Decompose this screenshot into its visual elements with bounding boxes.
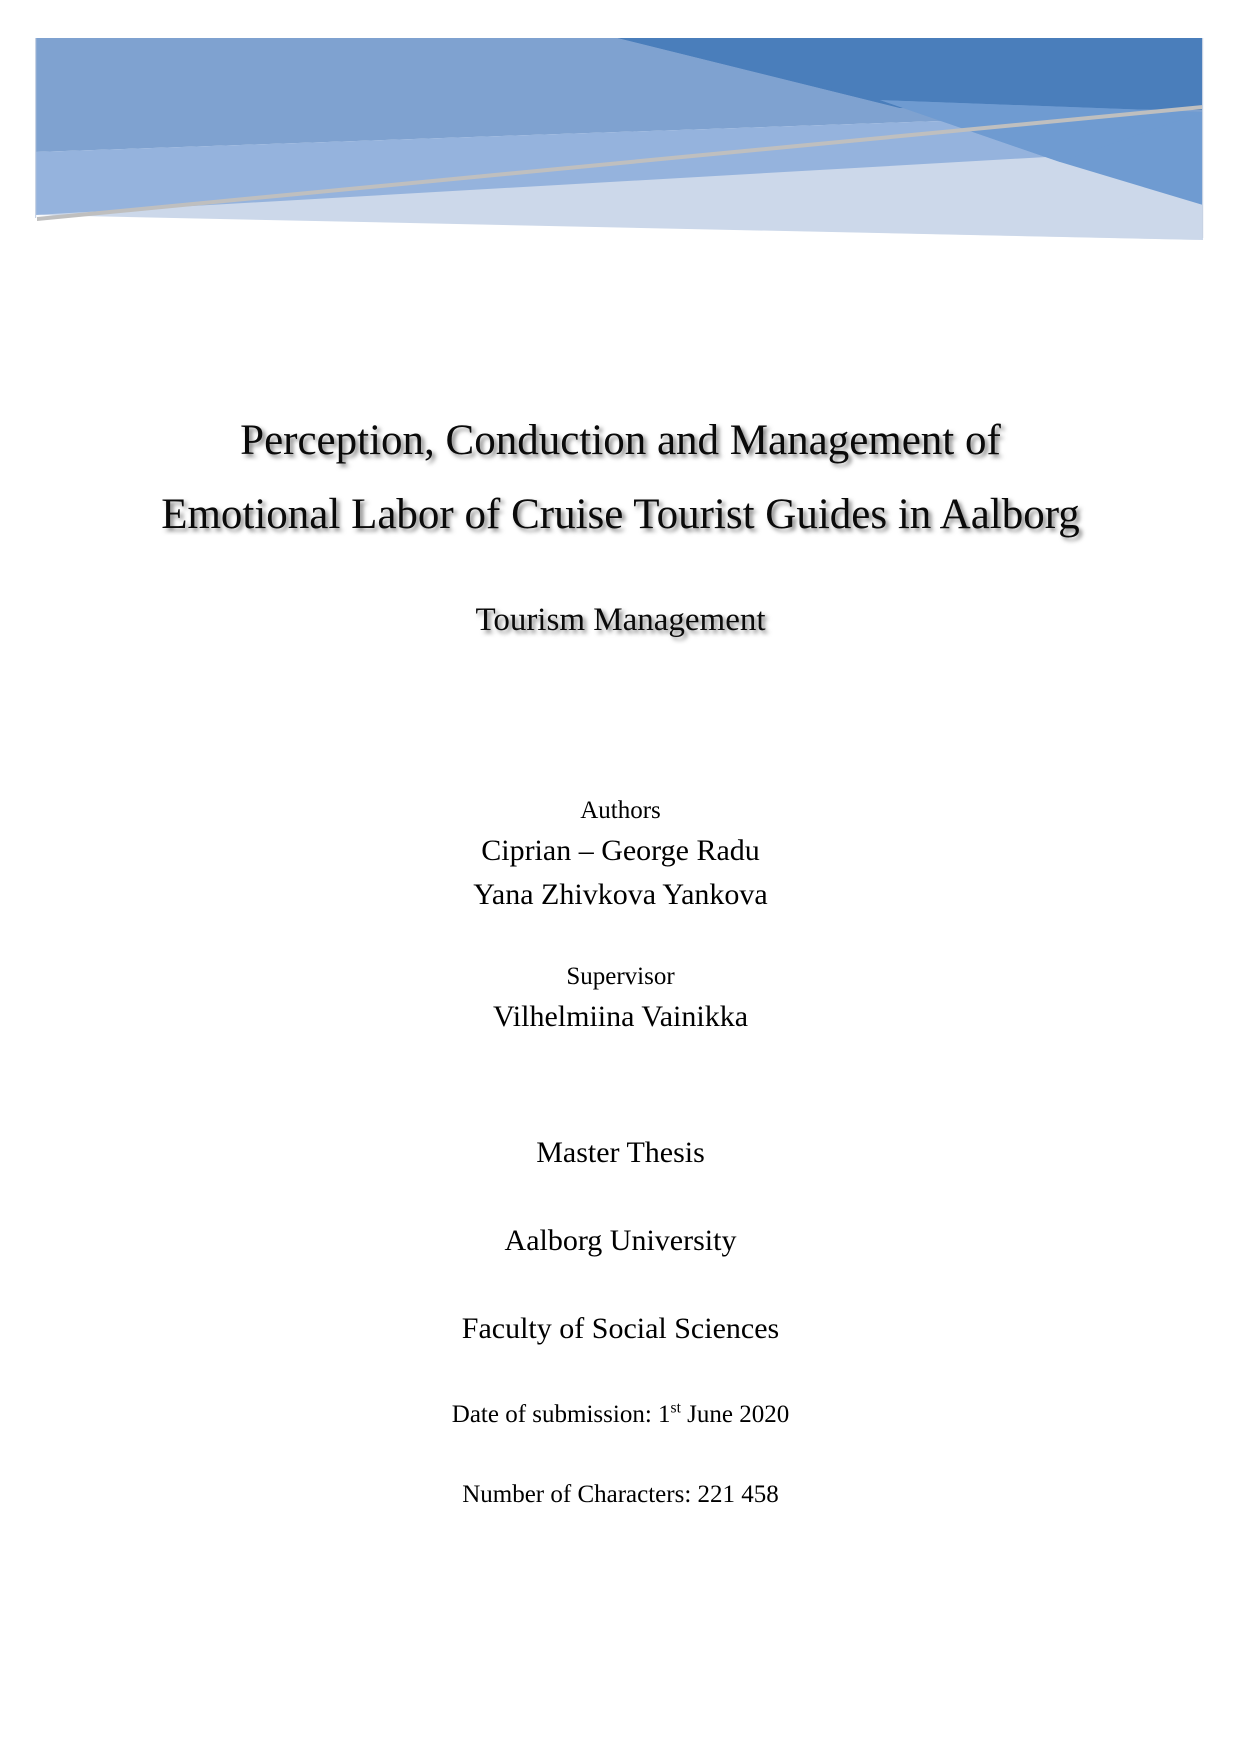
author-name-2: Yana Zhivkova Yankova	[473, 878, 768, 911]
university-name: Aalborg University	[504, 1224, 737, 1257]
banner-composite	[35, 38, 1203, 240]
credits-spacer	[0, 917, 1241, 959]
banner-shape-topcap	[35, 38, 1203, 152]
submission-date-suffix: June 2020	[680, 1401, 790, 1428]
page-title	[0, 404, 1241, 552]
credits-block	[0, 793, 1241, 1039]
submission-date	[0, 1397, 1241, 1433]
submission-date-ordinal: st	[670, 1399, 681, 1417]
banner-shape-darkblue2	[618, 38, 1203, 108]
title-line-2: Emotional Labor of Cruise Tourist Guides in Aalborg	[161, 491, 1080, 538]
banner-shape-lightblue	[35, 38, 1203, 215]
banner-shape-pale-overlay	[35, 152, 1203, 240]
character-count: Number of Characters: 221 458	[462, 1481, 779, 1508]
author-name-1: Ciprian – George Radu	[481, 834, 760, 867]
authors-label: Authors	[580, 797, 661, 824]
programme-subtitle: Tourism Management	[475, 602, 766, 638]
decorative-banner	[0, 0, 1241, 300]
submission-date-prefix: Date of submission: 1	[451, 1401, 671, 1428]
banner-shape-midblue	[35, 38, 1203, 190]
banner-shape-pale-overlay2	[35, 148, 1203, 238]
document-info-block	[0, 1133, 1241, 1513]
page-subtitle-wrap	[0, 598, 1241, 642]
faculty-name: Faculty of Social Sciences	[461, 1312, 780, 1345]
banner-shape-darkblue	[620, 38, 1203, 150]
title-line-1: Perception, Conduction and Management of	[240, 417, 1001, 464]
supervisor-label: Supervisor	[566, 963, 675, 990]
supervisor-name: Vilhelmiina Vainikka	[492, 1000, 749, 1033]
banner-shape-pale	[35, 38, 1203, 235]
thesis-type: Master Thesis	[536, 1136, 705, 1169]
banner-shape-darkblue3	[618, 38, 1203, 112]
